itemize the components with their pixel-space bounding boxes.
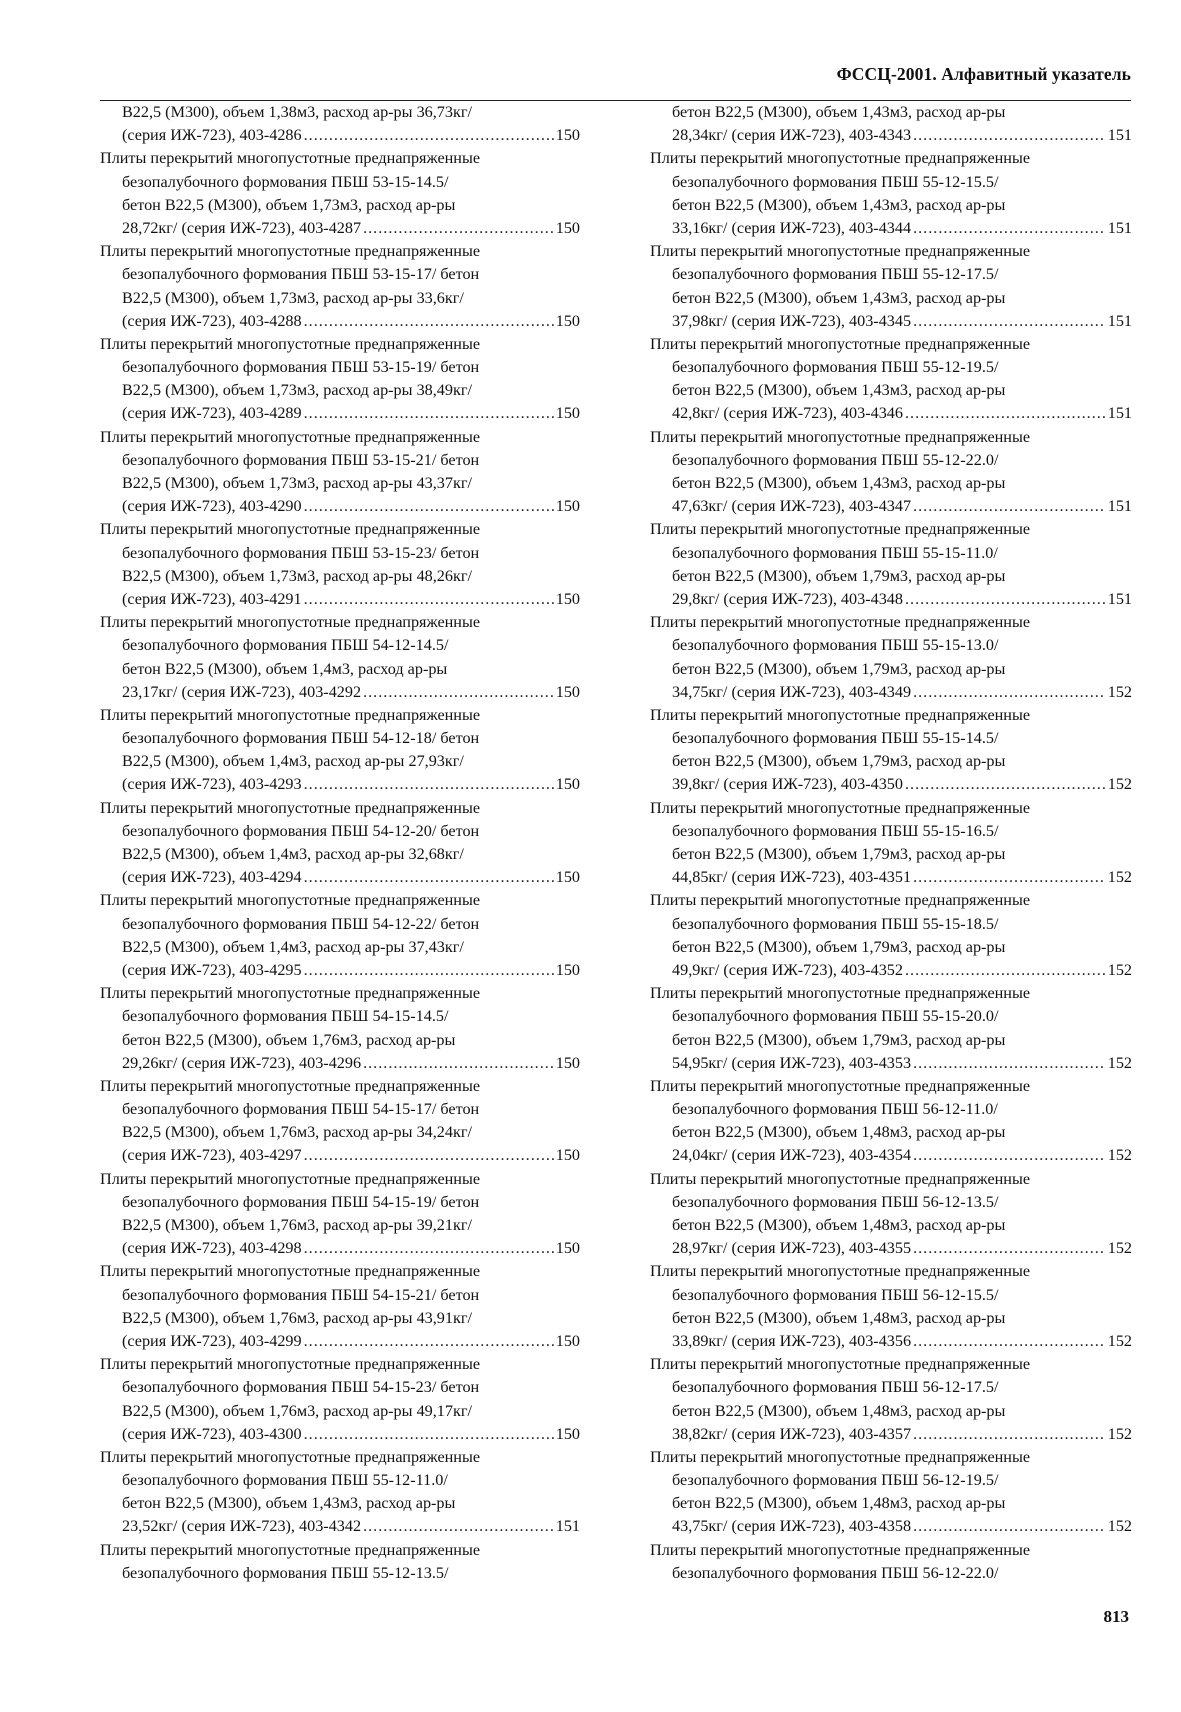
index-entry-line: безопалубочного формования ПБШ 55-12-17.5/	[672, 265, 999, 284]
dot-leader	[304, 124, 554, 147]
index-entry-start: Плиты перекрытий многопустотные преднапряженные	[100, 520, 481, 539]
index-entry-line: безопалубочного формования ПБШ 55-12-15.5/	[672, 172, 999, 191]
dot-leader	[304, 1423, 554, 1446]
index-entry-reference	[100, 124, 580, 147]
index-entry-start: Плиты перекрытий многопустотные преднапряженные	[100, 1355, 481, 1374]
index-entry-line: бетон В22,5 (М300), объем 1,43м3, расход ар-ры	[672, 103, 1006, 121]
entry-page-number: 150	[555, 497, 580, 516]
index-entry-line: безопалубочного формования ПБШ 55-15-18.5/	[672, 914, 999, 933]
entry-code: 33,16кг/ (серия ИЖ-723), 403-4344	[672, 218, 912, 237]
index-entry-reference	[650, 495, 1132, 518]
index-entry-reference	[650, 681, 1132, 704]
index-entry-start: Плиты перекрытий многопустотные преднапряженные	[100, 705, 481, 724]
page-title: ФССЦ-2001. Алфавитный указатель	[836, 64, 1131, 84]
index-entry-line: В22,5 (М300), объем 1,4м3, расход ар-ры 32,68кг/	[122, 845, 464, 863]
index-entry-line: безопалубочного формования ПБШ 53-15-21/ бетон	[122, 450, 480, 469]
index-entry-start: Плиты перекрытий многопустотные преднапряженные	[650, 798, 1031, 817]
entry-page-number: 152	[1107, 868, 1132, 887]
entry-code: 29,8кг/ (серия ИЖ-723), 403-4348	[672, 589, 903, 608]
entry-code: (серия ИЖ-723), 403-4290	[122, 497, 302, 516]
index-entry-start: Плиты перекрытий многопустотные преднапряженные	[650, 242, 1031, 261]
index-entry-reference	[100, 402, 580, 425]
index-entry-reference	[650, 773, 1132, 796]
index-entry-start: Плиты перекрытий многопустотные преднапряженные	[650, 427, 1031, 446]
index-entry-line: безопалубочного формования ПБШ 55-15-16.5/	[672, 821, 999, 840]
entry-page-number: 152	[1107, 682, 1132, 701]
entry-code: (серия ИЖ-723), 403-4299	[122, 1331, 302, 1350]
index-entry-line: В22,5 (М300), объем 1,76м3, расход ар-ры 43,91кг/	[122, 1308, 472, 1327]
index-entry-reference	[650, 217, 1132, 240]
entry-code: (серия ИЖ-723), 403-4288	[122, 311, 302, 330]
entry-page-number: 152	[1107, 775, 1132, 794]
index-entry-line: бетон В22,5 (М300), объем 1,79м3, расход ар-ры	[672, 566, 1006, 585]
dot-leader	[913, 866, 1106, 889]
dot-leader	[304, 495, 554, 518]
dot-leader	[304, 959, 554, 982]
index-column-right	[650, 101, 1132, 1585]
entry-code: 24,04кг/ (серия ИЖ-723), 403-4354	[672, 1146, 912, 1165]
index-entry-line: бетон В22,5 (М300), объем 1,43м3, расход ар-ры	[672, 381, 1006, 400]
entry-page-number: 150	[555, 1331, 580, 1350]
index-entry-line: бетон В22,5 (М300), объем 1,48м3, расход ар-ры	[672, 1308, 1006, 1327]
index-entry-start: Плиты перекрытий многопустотные преднапряженные	[650, 1355, 1031, 1374]
index-entry-reference	[650, 1423, 1132, 1446]
index-entry-reference	[100, 1515, 580, 1538]
index-entry-line: бетон В22,5 (М300), объем 1,43м3, расход ар-ры	[672, 474, 1006, 492]
index-entry-reference	[650, 402, 1132, 425]
index-entry-reference	[650, 1052, 1132, 1075]
index-entry-reference	[650, 588, 1132, 611]
index-entry-line: безопалубочного формования ПБШ 55-12-11.0/	[122, 1471, 448, 1490]
entry-code: 34,75кг/ (серия ИЖ-723), 403-4349	[672, 682, 912, 701]
entry-code: 38,82кг/ (серия ИЖ-723), 403-4357	[672, 1424, 912, 1443]
entry-page-number: 150	[555, 775, 580, 794]
index-entry-line: безопалубочного формования ПБШ 56-12-15.5/	[672, 1285, 999, 1304]
entry-code: (серия ИЖ-723), 403-4294	[122, 868, 302, 887]
entry-page-number: 150	[555, 868, 580, 887]
dot-leader	[363, 1052, 554, 1075]
index-entry-reference	[100, 310, 580, 333]
entry-page-number: 151	[1107, 126, 1132, 145]
entry-page-number: 152	[1107, 1239, 1132, 1258]
index-entry-start: Плиты перекрытий многопустотные преднапряженные	[650, 1076, 1031, 1095]
entry-page-number: 150	[555, 1146, 580, 1165]
index-entry-reference	[650, 1237, 1132, 1260]
index-entry-line: безопалубочного формования ПБШ 53-15-14.5/	[122, 172, 449, 191]
entry-page-number: 150	[555, 1239, 580, 1258]
dot-leader	[905, 959, 1106, 982]
index-column-left	[100, 101, 580, 1585]
index-entry-line: безопалубочного формования ПБШ 53-15-23/ бетон	[122, 543, 480, 562]
dot-leader	[905, 773, 1106, 796]
index-entry-reference	[100, 959, 580, 982]
index-entry-line: бетон В22,5 (М300), объем 1,48м3, расход ар-ры	[672, 1494, 1006, 1513]
entry-page-number: 152	[1107, 1424, 1132, 1443]
dot-leader	[913, 1052, 1106, 1075]
index-entry-line: безопалубочного формования ПБШ 54-12-18/ бетон	[122, 729, 480, 748]
entry-code: (серия ИЖ-723), 403-4289	[122, 404, 302, 423]
entry-code: 23,52кг/ (серия ИЖ-723), 403-4342	[122, 1517, 362, 1536]
index-entry-line: безопалубочного формования ПБШ 54-15-21/ бетон	[122, 1285, 480, 1304]
dot-leader	[304, 1237, 554, 1260]
entry-page-number: 150	[555, 589, 580, 608]
entry-code: 28,97кг/ (серия ИЖ-723), 403-4355	[672, 1239, 912, 1258]
dot-leader	[304, 773, 554, 796]
index-entry-reference	[100, 1423, 580, 1446]
index-entry-line: В22,5 (М300), объем 1,73м3, расход ар-ры 38,49кг/	[122, 381, 472, 400]
index-entry-reference	[100, 681, 580, 704]
dot-leader	[913, 124, 1106, 147]
entry-code: (серия ИЖ-723), 403-4291	[122, 589, 302, 608]
index-entry-line: бетон В22,5 (М300), объем 1,43м3, расход ар-ры	[672, 288, 1006, 307]
dot-leader	[913, 681, 1106, 704]
index-entry-reference	[650, 1144, 1132, 1167]
index-entry-line: безопалубочного формования ПБШ 56-12-22.0/	[672, 1563, 999, 1582]
index-entry-line: бетон В22,5 (М300), объем 1,48м3, расход ар-ры	[672, 1216, 1006, 1234]
index-entry-start: Плиты перекрытий многопустотные преднапряженные	[650, 520, 1031, 539]
entry-code: 33,89кг/ (серия ИЖ-723), 403-4356	[672, 1331, 912, 1350]
index-entry-start: Плиты перекрытий многопустотные преднапряженные	[100, 613, 481, 632]
index-entry-line: бетон В22,5 (М300), объем 1,43м3, расход ар-ры	[122, 1494, 456, 1513]
index-entry-start: Плиты перекрытий многопустотные преднапряженные	[100, 1076, 481, 1095]
index-entry-line: бетон В22,5 (М300), объем 1,43м3, расход ар-ры	[672, 195, 1006, 214]
index-entry-start: Плиты перекрытий многопустотные преднапряженные	[100, 427, 481, 446]
index-entry-start: Плиты перекрытий многопустотные преднапряженные	[650, 1169, 1031, 1188]
index-entry-start: Плиты перекрытий многопустотные преднапряженные	[650, 984, 1031, 1003]
index-entry-start: Плиты перекрытий многопустотные преднапряженные	[650, 1540, 1031, 1559]
index-entry-line: бетон В22,5 (М300), объем 1,79м3, расход ар-ры	[672, 845, 1006, 863]
dot-leader	[363, 681, 554, 704]
entry-page-number: 151	[1107, 497, 1132, 516]
dot-leader	[304, 1144, 554, 1167]
index-entry-line: безопалубочного формования ПБШ 55-15-11.0/	[672, 543, 998, 562]
index-entry-reference	[650, 959, 1132, 982]
entry-page-number: 150	[555, 218, 580, 237]
index-entry-line: бетон В22,5 (М300), объем 1,4м3, расход ар-ры	[122, 659, 448, 678]
entry-code: 49,9кг/ (серия ИЖ-723), 403-4352	[672, 960, 903, 979]
entry-code: (серия ИЖ-723), 403-4300	[122, 1424, 302, 1443]
index-entry-start: Плиты перекрытий многопустотные преднапряженные	[100, 1169, 481, 1188]
index-entry-start: Плиты перекрытий многопустотные преднапряженные	[100, 334, 481, 353]
entry-page-number: 150	[555, 311, 580, 330]
entry-page-number: 151	[1107, 589, 1132, 608]
entry-page-number: 150	[555, 682, 580, 701]
index-entry-line: безопалубочного формования ПБШ 53-15-17/ бетон	[122, 265, 480, 284]
entry-code: (серия ИЖ-723), 403-4298	[122, 1239, 302, 1258]
entry-code: 28,34кг/ (серия ИЖ-723), 403-4343	[672, 126, 912, 145]
index-entry-start: Плиты перекрытий многопустотные преднапряженные	[100, 798, 481, 817]
index-entry-start: Плиты перекрытий многопустотные преднапряженные	[100, 149, 481, 168]
index-entry-start: Плиты перекрытий многопустотные преднапряженные	[100, 1262, 481, 1281]
dot-leader	[363, 217, 554, 240]
entry-page-number: 151	[1107, 218, 1132, 237]
index-entry-start: Плиты перекрытий многопустотные преднапряженные	[650, 334, 1031, 353]
entry-code: 23,17кг/ (серия ИЖ-723), 403-4292	[122, 682, 362, 701]
index-entry-line: безопалубочного формования ПБШ 55-12-13.5/	[122, 1563, 449, 1582]
index-entry-line: бетон В22,5 (М300), объем 1,76м3, расход ар-ры	[122, 1030, 456, 1049]
index-entry-reference	[100, 866, 580, 889]
index-entry-line: безопалубочного формования ПБШ 55-15-20.0/	[672, 1007, 999, 1026]
index-entry-reference	[100, 1144, 580, 1167]
dot-leader	[905, 402, 1106, 425]
index-entry-line: В22,5 (М300), объем 1,73м3, расход ар-ры 48,26кг/	[122, 566, 472, 585]
index-entry-line: бетон В22,5 (М300), объем 1,73м3, расход ар-ры	[122, 195, 456, 214]
index-entry-start: Плиты перекрытий многопустотные преднапряженные	[100, 1447, 481, 1466]
entry-code: 43,75кг/ (серия ИЖ-723), 403-4358	[672, 1517, 912, 1536]
index-entry-line: безопалубочного формования ПБШ 54-12-20/ бетон	[122, 821, 480, 840]
entry-page-number: 151	[555, 1517, 580, 1536]
index-entry-line: В22,5 (М300), объем 1,73м3, расход ар-ры 43,37кг/	[122, 474, 472, 492]
index-entry-line: бетон В22,5 (М300), объем 1,79м3, расход ар-ры	[672, 659, 1006, 678]
index-entry-start: Плиты перекрытий многопустотные преднапряженные	[650, 613, 1031, 632]
entry-page-number: 150	[555, 960, 580, 979]
index-entry-reference	[100, 588, 580, 611]
index-entry-line: В22,5 (М300), объем 1,73м3, расход ар-ры 33,6кг/	[122, 288, 464, 307]
index-entry-reference	[650, 866, 1132, 889]
entry-page-number: 152	[1107, 1053, 1132, 1072]
entry-code: 47,63кг/ (серия ИЖ-723), 403-4347	[672, 497, 912, 516]
index-entry-line: безопалубочного формования ПБШ 55-15-13.0/	[672, 636, 999, 655]
index-entry-reference	[100, 1237, 580, 1260]
index-entry-line: В22,5 (М300), объем 1,76м3, расход ар-ры 39,21кг/	[122, 1216, 472, 1234]
index-entry-line: безопалубочного формования ПБШ 56-12-19.5/	[672, 1471, 999, 1490]
dot-leader	[913, 1423, 1106, 1446]
index-entry-reference	[100, 495, 580, 518]
page-number: 813	[1103, 1607, 1129, 1626]
index-entry-start: Плиты перекрытий многопустотные преднапряженные	[650, 1262, 1031, 1281]
index-entry-start: Плиты перекрытий многопустотные преднапряженные	[100, 891, 481, 910]
index-entry-reference	[100, 773, 580, 796]
dot-leader	[913, 1144, 1106, 1167]
entry-page-number: 151	[1107, 404, 1132, 423]
index-entry-line: безопалубочного формования ПБШ 56-12-13.5/	[672, 1192, 999, 1211]
index-entry-line: бетон В22,5 (М300), объем 1,79м3, расход ар-ры	[672, 752, 1006, 771]
index-entry-start: Плиты перекрытий многопустотные преднапряженные	[100, 1540, 481, 1559]
index-entry-start: Плиты перекрытий многопустотные преднапряженные	[650, 149, 1031, 168]
dot-leader	[913, 310, 1106, 333]
entry-code: 29,26кг/ (серия ИЖ-723), 403-4296	[122, 1053, 362, 1072]
index-entry-line: В22,5 (М300), объем 1,76м3, расход ар-ры 49,17кг/	[122, 1401, 472, 1420]
entry-code: 28,72кг/ (серия ИЖ-723), 403-4287	[122, 218, 362, 237]
entry-page-number: 152	[1107, 1146, 1132, 1165]
index-entry-line: безопалубочного формования ПБШ 54-15-23/ бетон	[122, 1378, 480, 1397]
index-entry-reference	[650, 1330, 1132, 1353]
index-entry-start: Плиты перекрытий многопустотные преднапряженные	[650, 891, 1031, 910]
index-entry-reference	[100, 1052, 580, 1075]
index-entry-reference	[100, 1330, 580, 1353]
entry-code: 39,8кг/ (серия ИЖ-723), 403-4350	[672, 775, 903, 794]
entry-page-number: 152	[1107, 960, 1132, 979]
index-entry-line: безопалубочного формования ПБШ 55-12-19.5/	[672, 358, 999, 377]
index-entry-line: В22,5 (М300), объем 1,4м3, расход ар-ры 37,43кг/	[122, 937, 464, 956]
entry-code: (серия ИЖ-723), 403-4295	[122, 960, 302, 979]
index-entry-line: безопалубочного формования ПБШ 53-15-19/ бетон	[122, 358, 480, 377]
index-entry-start: Плиты перекрытий многопустотные преднапряженные	[650, 705, 1031, 724]
index-entry-reference	[650, 1515, 1132, 1538]
dot-leader	[304, 310, 554, 333]
entry-code: 54,95кг/ (серия ИЖ-723), 403-4353	[672, 1053, 912, 1072]
dot-leader	[913, 1237, 1106, 1260]
index-entry-line: В22,5 (М300), объем 1,4м3, расход ар-ры 27,93кг/	[122, 752, 464, 771]
index-entry-line: безопалубочного формования ПБШ 56-12-17.5/	[672, 1378, 999, 1397]
dot-leader	[304, 866, 554, 889]
entry-code: 44,85кг/ (серия ИЖ-723), 403-4351	[672, 868, 912, 887]
index-entry-line: безопалубочного формования ПБШ 56-12-11.0/	[672, 1100, 998, 1119]
dot-leader	[304, 588, 554, 611]
entry-code: 37,98кг/ (серия ИЖ-723), 403-4345	[672, 311, 912, 330]
dot-leader	[913, 1515, 1106, 1538]
index-entry-line: В22,5 (М300), объем 1,38м3, расход ар-ры 36,73кг/	[122, 103, 472, 121]
index-entry-line: бетон В22,5 (М300), объем 1,48м3, расход ар-ры	[672, 1123, 1006, 1142]
index-entry-line: безопалубочного формования ПБШ 54-15-17/ бетон	[122, 1100, 480, 1119]
index-entry-start: Плиты перекрытий многопустотные преднапряженные	[100, 242, 481, 261]
index-entry-line: безопалубочного формования ПБШ 54-12-14.5/	[122, 636, 449, 655]
index-entry-line: В22,5 (М300), объем 1,76м3, расход ар-ры 34,24кг/	[122, 1123, 472, 1142]
entry-code: (серия ИЖ-723), 403-4293	[122, 775, 302, 794]
index-entry-reference	[650, 310, 1132, 333]
index-entry-line: бетон В22,5 (М300), объем 1,79м3, расход ар-ры	[672, 1030, 1006, 1049]
dot-leader	[913, 217, 1106, 240]
dot-leader	[304, 1330, 554, 1353]
index-entry-start: Плиты перекрытий многопустотные преднапряженные	[650, 1447, 1031, 1466]
entry-page-number: 150	[555, 1424, 580, 1443]
dot-leader	[304, 402, 554, 425]
entry-code: (серия ИЖ-723), 403-4297	[122, 1146, 302, 1165]
index-entry-line: бетон В22,5 (М300), объем 1,79м3, расход ар-ры	[672, 937, 1006, 956]
dot-leader	[913, 495, 1106, 518]
entry-page-number: 151	[1107, 311, 1132, 330]
entry-code: 42,8кг/ (серия ИЖ-723), 403-4346	[672, 404, 903, 423]
index-entry-reference	[650, 124, 1132, 147]
entry-page-number: 150	[555, 404, 580, 423]
entry-code: (серия ИЖ-723), 403-4286	[122, 126, 302, 145]
page-header	[100, 64, 1131, 101]
entry-page-number: 150	[555, 1053, 580, 1072]
dot-leader	[905, 588, 1106, 611]
dot-leader	[913, 1330, 1106, 1353]
index-entry-start: Плиты перекрытий многопустотные преднапряженные	[100, 984, 481, 1003]
index-entry-reference	[100, 217, 580, 240]
index-entry-line: бетон В22,5 (М300), объем 1,48м3, расход ар-ры	[672, 1401, 1006, 1420]
index-entry-line: безопалубочного формования ПБШ 55-12-22.0/	[672, 450, 999, 469]
entry-page-number: 152	[1107, 1517, 1132, 1536]
dot-leader	[363, 1515, 554, 1538]
index-entry-line: безопалубочного формования ПБШ 54-15-19/ бетон	[122, 1192, 480, 1211]
entry-page-number: 152	[1107, 1331, 1132, 1350]
entry-page-number: 150	[555, 126, 580, 145]
index-entry-line: безопалубочного формования ПБШ 55-15-14.5/	[672, 729, 999, 748]
index-entry-line: безопалубочного формования ПБШ 54-15-14.5/	[122, 1007, 449, 1026]
index-entry-line: безопалубочного формования ПБШ 54-12-22/ бетон	[122, 914, 480, 933]
